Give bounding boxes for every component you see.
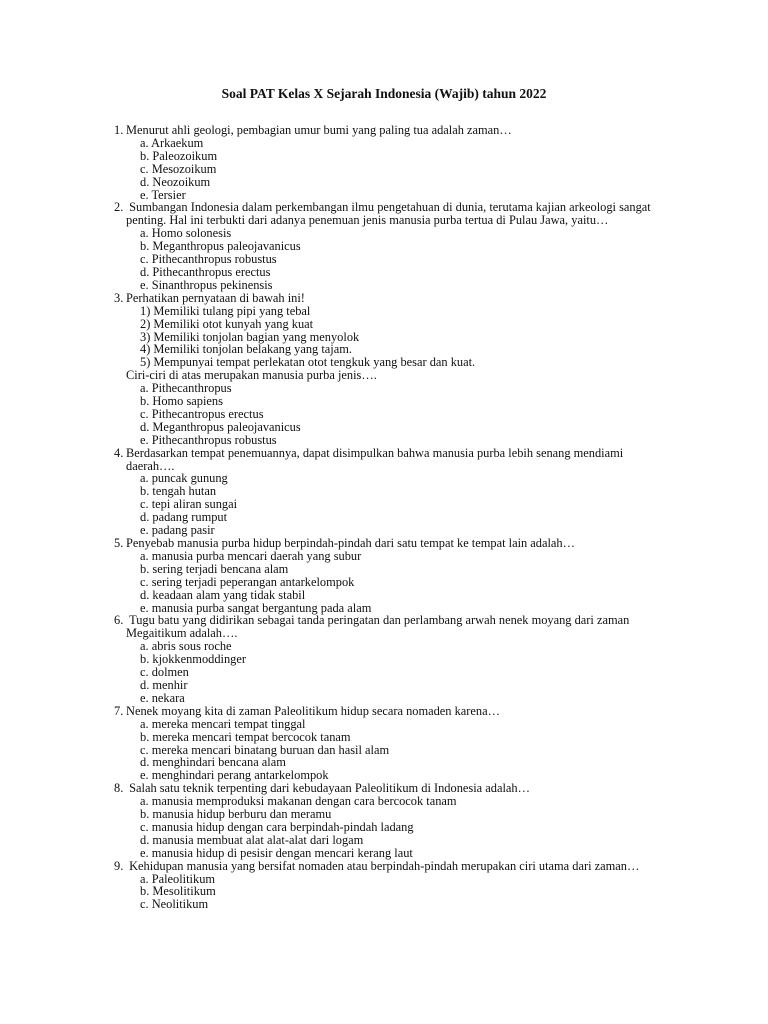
answer-option: c. Pithecantropus erectus — [140, 406, 264, 421]
answer-option: c. dolmen — [140, 665, 189, 680]
answer-option: e. Sinanthropus pekinensis — [140, 277, 273, 292]
question-head — [114, 705, 654, 718]
answer-option: c. mereka mencari binatang buruan dan hasil alam — [140, 742, 390, 757]
option-list — [140, 382, 654, 447]
question-number: 6. — [114, 613, 124, 628]
statement-item: 5) Mempunyai tempat perlekatan otot tengkuk yang besar dan kuat. — [140, 355, 476, 370]
answer-option: b. manusia hidup berburu dan meramu — [140, 807, 332, 822]
answer-option: b. Paleozoikum — [140, 148, 218, 163]
question-text: Tugu batu yang didirikan sebagai tanda peringatan dan perlambang arwah nenek moyang dari zaman Megaitikum adalah…. — [126, 613, 633, 641]
question-number: 5. — [114, 536, 124, 550]
question-text: Salah satu teknik terpenting dari kebudayaan Paleolitikum di Indonesia adalah… — [126, 781, 530, 796]
answer-option: d. Pithecanthropus erectus — [140, 264, 271, 279]
answer-option: b. Homo sapiens — [140, 394, 223, 409]
question-head — [114, 201, 654, 227]
answer-option: c. Mesozoikum — [140, 161, 217, 176]
statement-item: 3) Memiliki tonjolan bagian yang menyolok — [140, 329, 360, 344]
answer-option: d. menghindari bencana alam — [140, 755, 286, 770]
answer-option: a. Pithecanthropus — [140, 381, 232, 396]
answer-option: a. manusia memproduksi makanan dengan cara bercocok tanam — [140, 794, 457, 809]
answer-option: b. tengah hutan — [140, 484, 217, 499]
question-7 — [114, 705, 654, 782]
question-text: Sumbangan Indonesia dalam perkembangan ilmu pengetahuan di dunia, terutama kajian arkeologi sangat penting. Hal ini terbukti dari adanya penemuan jenis manusia purba tertua di Pulau Jawa, yaitu… — [126, 200, 654, 228]
question-9 — [114, 860, 654, 912]
statement-list — [140, 305, 654, 370]
answer-option: e. padang pasir — [140, 523, 215, 538]
answer-option: d. Meganthropus paleojavanicus — [140, 419, 301, 434]
answer-option: a. mereka mencari tempat tinggal — [140, 716, 306, 731]
question-1 — [114, 124, 654, 201]
question-2 — [114, 201, 654, 291]
answer-option: a. abris sous roche — [140, 639, 232, 654]
answer-option: b. kjokkenmoddinger — [140, 652, 246, 667]
question-text: Nenek moyang kita di zaman Paleolitikum hidup secara nomaden karena… — [126, 703, 501, 718]
answer-option: a. manusia purba mencari daerah yang subur — [140, 548, 362, 563]
answer-option: a. Homo solonesis — [140, 226, 232, 241]
answer-option: b. Meganthropus paleojavanicus — [140, 239, 301, 254]
question-head — [114, 537, 654, 550]
answer-option: e. Tersier — [140, 187, 186, 202]
question-number: 3. — [114, 290, 124, 305]
option-list — [140, 227, 654, 292]
option-list — [140, 795, 654, 860]
question-text: Kehidupan manusia yang bersifat nomaden atau berpindah-pindah merupakan ciri utama dari zaman… — [126, 858, 640, 873]
answer-option: e. manusia hidup di pesisir dengan mencari kerang laut — [140, 845, 413, 860]
question-number: 8. — [114, 781, 124, 796]
answer-option: d. menhir — [140, 677, 188, 692]
answer-option: c. Neolitikum — [140, 897, 209, 912]
question-list — [114, 124, 654, 911]
answer-option: e. menghindari perang antarkelompok — [140, 768, 329, 783]
question-followup-text: Ciri-ciri di atas merupakan manusia purba jenis…. — [126, 368, 377, 383]
question-text: Berdasarkan tempat penemuannya, dapat disimpulkan bahwa manusia purba lebih senang mendiami daerah…. — [126, 445, 627, 473]
option-list — [140, 718, 654, 783]
option-list — [140, 640, 654, 705]
statement-item: 1) Memiliki tulang pipi yang tebal — [140, 303, 311, 318]
answer-option: b. mereka mencari tempat bercocok tanam — [140, 729, 351, 744]
answer-option: d. Neozoikum — [140, 174, 211, 189]
question-text: Penyebab manusia purba hidup berpindah-pindah dari satu tempat ke tempat lain adalah… — [126, 536, 576, 550]
option-list — [140, 873, 654, 912]
answer-option: c. Pithecanthropus robustus — [140, 252, 277, 267]
question-head — [114, 292, 654, 305]
question-head — [114, 124, 654, 137]
question-5 — [114, 537, 654, 614]
answer-option: b. sering terjadi bencana alam — [140, 561, 289, 576]
question-number: 9. — [114, 858, 124, 873]
page-title: Soal PAT Kelas X Sejarah Indonesia (Wajib) tahun 2022 — [221, 86, 547, 101]
question-number: 4. — [114, 445, 124, 460]
option-list — [140, 550, 654, 615]
option-list — [140, 137, 654, 202]
question-head — [114, 860, 654, 873]
answer-option: d. manusia membuat alat alat-alat dari logam — [140, 832, 364, 847]
question-head — [114, 614, 654, 640]
statement-item: 2) Memiliki otot kunyah yang kuat — [140, 316, 314, 331]
question-3 — [114, 292, 654, 447]
answer-option: c. sering terjadi peperangan antarkelompok — [140, 574, 355, 589]
question-number: 2. — [114, 200, 124, 215]
statement-item: 4) Memiliki tonjolan belakang yang tajam. — [140, 342, 352, 357]
question-8 — [114, 782, 654, 859]
question-number: 7. — [114, 703, 124, 718]
answer-option: a. Arkaekum — [140, 135, 204, 150]
answer-option: d. keadaan alam yang tidak stabil — [140, 587, 306, 602]
question-4 — [114, 447, 654, 537]
answer-option: a. Paleolitikum — [140, 871, 216, 886]
question-head — [114, 447, 654, 473]
option-list — [140, 472, 654, 537]
answer-option: e. nekara — [140, 690, 185, 705]
question-6 — [114, 614, 654, 704]
answer-option: d. padang rumput — [140, 510, 228, 525]
question-text: Perhatikan pernyataan di bawah ini! — [126, 290, 305, 305]
answer-option: a. puncak gunung — [140, 471, 228, 486]
answer-option: c. manusia hidup dengan cara berpindah-pindah ladang — [140, 819, 414, 834]
question-text: Menurut ahli geologi, pembagian umur bumi yang paling tua adalah zaman… — [126, 123, 512, 137]
question-number: 1. — [114, 123, 124, 137]
answer-option: c. tepi aliran sungai — [140, 497, 238, 512]
answer-option: b. Mesolitikum — [140, 884, 216, 899]
answer-option: e. manusia purba sangat bergantung pada alam — [140, 600, 372, 615]
answer-option: e. Pithecanthropus robustus — [140, 432, 277, 447]
